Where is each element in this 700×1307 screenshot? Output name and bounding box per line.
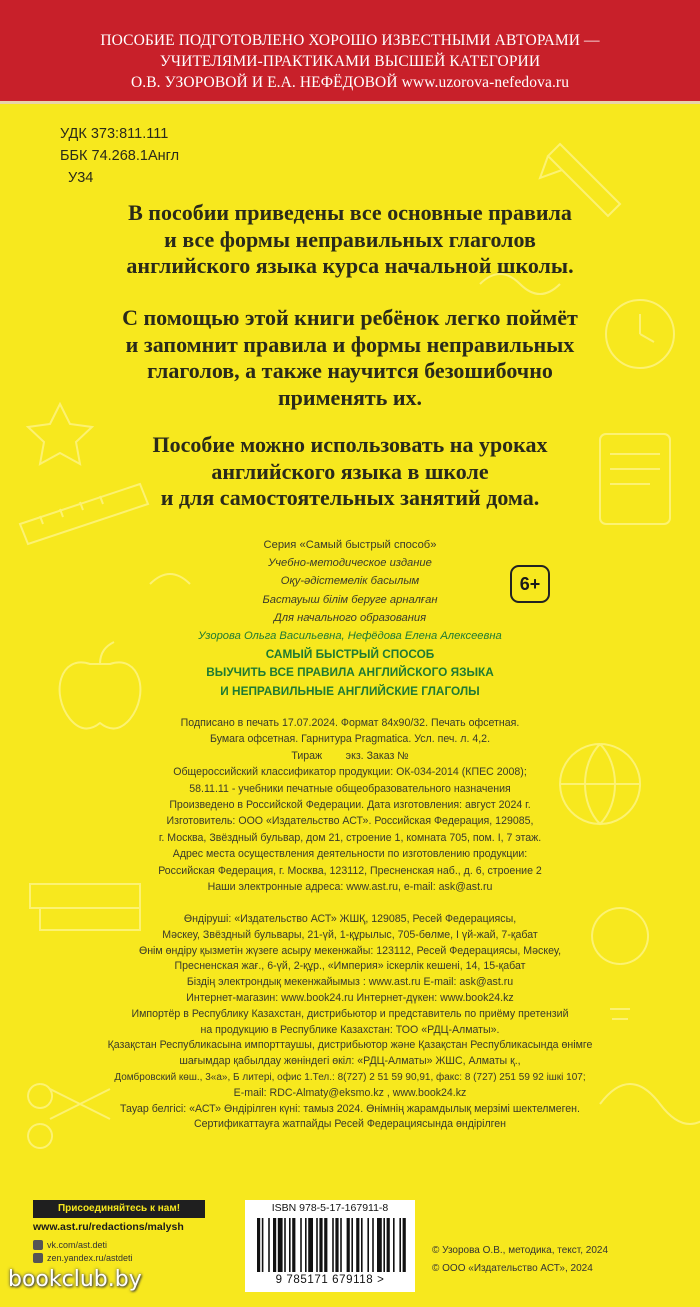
p3-line: и для самостоятельных занятий дома. bbox=[160, 485, 540, 510]
udk-code: УДК 373:811.111 bbox=[60, 126, 169, 142]
book-title-line-1: САМЫЙ БЫСТРЫЙ СПОСОБ bbox=[265, 647, 435, 662]
p2-line: глаголов, а также научится безошибочно bbox=[147, 358, 553, 383]
zen-link[interactable] bbox=[33, 1253, 133, 1263]
imprint-line: Наши электронные адреса: www.ast.ru, e-mail: ask@ast.ru bbox=[207, 881, 493, 894]
isbn: ISBN 978-5-17-167911-8 bbox=[271, 1202, 389, 1214]
imprint-line: 58.11.11 - учебники печатные общеобразовательного назначения bbox=[189, 782, 511, 795]
bbk-code: ББК 74.268.1Англ bbox=[60, 148, 180, 164]
copyright-authors: © Узорова О.В., методика, текст, 2024 bbox=[432, 1245, 609, 1256]
imprint-line: Произведено в Российской Федерации. Дата изготовления: август 2024 г. bbox=[169, 799, 531, 812]
description-paragraph-3 bbox=[40, 432, 660, 512]
p1-line: и все формы неправильных глаголов bbox=[164, 226, 536, 252]
copyright bbox=[432, 1242, 608, 1277]
imprint-line: Адрес места осуществления деятельности по изготовлению продукции: bbox=[172, 848, 528, 861]
age-rating-badge: 6+ bbox=[510, 565, 550, 603]
join-us-label: Присоединяйтесь к нам! bbox=[33, 1200, 205, 1218]
imprint-kz-line: E-mail: RDC-Almaty@eksmo.kz , www.book24.kz bbox=[233, 1086, 467, 1099]
zen-link-text: zen.yandex.ru/astdeti bbox=[47, 1253, 133, 1263]
edition-type: Учебно-методическое издание bbox=[268, 557, 432, 570]
imprint-ru bbox=[95, 715, 605, 895]
copyright-publisher: © ООО «Издательство АСТ», 2024 bbox=[432, 1262, 593, 1274]
ast-kids-link[interactable]: www.ast.ru/redactions/malysh bbox=[33, 1221, 184, 1233]
description-paragraph-1 bbox=[40, 200, 660, 280]
banner-line-3: О.В. УЗОРОВОЙ И Е.А. НЕФЁДОВОЙ www.uzorova-nefedova.ru bbox=[130, 74, 570, 91]
imprint-line: Российская Федерация, г. Москва, 123112, Пресненская наб., д. 6, строение 2 bbox=[158, 864, 542, 877]
vk-link[interactable] bbox=[33, 1240, 107, 1250]
imprint-line: Подписано в печать 17.07.2024. Формат 84х90/32. Печать офсетная. bbox=[180, 717, 520, 729]
description-paragraph-2 bbox=[40, 305, 660, 411]
imprint-kz-line: Сертификаттауға жатпайды Ресей Федерациясында өндірілген bbox=[193, 1118, 507, 1131]
p2-line: применять их. bbox=[277, 384, 423, 410]
vk-icon bbox=[33, 1240, 43, 1250]
barcode-digits: 9 785171 679118 > bbox=[275, 1274, 385, 1286]
kz-level: Бастауыш білім беруге арналған bbox=[262, 593, 438, 606]
series-name: Серия «Самый быстрый способ» bbox=[263, 539, 437, 551]
imprint-kz-line: Біздің электрондық мекенжайымыз : www.ast.ru E-mail: ask@ast.ru bbox=[186, 976, 514, 989]
imprint-kz-line: Өндіруші: «Издательство АСТ» ЖШҚ, 129085, Ресей Федерациясы, bbox=[183, 913, 517, 925]
p2-line: С помощью этой книги ребёнок легко поймёт bbox=[122, 305, 578, 330]
banner-line-2: УЧИТЕЛЯМИ-ПРАКТИКАМИ ВЫСШЕЙ КАТЕГОРИИ bbox=[159, 53, 541, 70]
imprint-line: Общероссийский классификатор продукции: ОК-034-2014 (КПЕС 2008); bbox=[173, 766, 527, 779]
p2-line: и запомнит правила и формы неправильных bbox=[125, 331, 575, 357]
kz-edition-type: Оқу-әдістемелік басылым bbox=[280, 575, 420, 588]
imprint-kz-line: Мәскеу, Звёздный бульвары, 21-үй, 1-құрылыс, 705-бөлме, I үй-жай, 7-қабат bbox=[162, 928, 538, 941]
p1-line: английского языка курса начальной школы. bbox=[126, 253, 574, 278]
book-title-line-2: ВЫУЧИТЬ ВСЕ ПРАВИЛА АНГЛИЙСКОГО ЯЗЫКА bbox=[206, 665, 494, 680]
p3-line: английского языка в школе bbox=[211, 458, 489, 484]
imprint-kz-line: Пресненская жағ., 6-үй, 2-құр., «Империя» іскерлік кешені, 14, 15-қабат bbox=[174, 960, 526, 973]
imprint-kz-line: Өнім өндіру қызметін жүзеге асыру мекенжайы: 123112, Ресей Федерациясы, Мәскеу, bbox=[138, 944, 562, 957]
imprint-kz-line: на продукцию в Республике Казахстан: ТОО «РДЦ-Алматы». bbox=[200, 1023, 500, 1036]
watermark: bookclub.by bbox=[8, 1267, 142, 1292]
p3-line: Пособие можно использовать на уроках bbox=[152, 432, 548, 457]
imprint-kz-line: Тауар белгісі: «АСТ» Өндірілген күні: тамыз 2024. Өнімнің жарамдылық мерзімі шектелмеген. bbox=[120, 1102, 580, 1115]
education-level: Для начального образования bbox=[273, 611, 427, 624]
banner-line-1: ПОСОБИЕ ПОДГОТОВЛЕНО ХОРОШО ИЗВЕСТНЫМИ АВТОРАМИ — bbox=[100, 32, 600, 49]
top-banner bbox=[0, 0, 700, 104]
barcode-block bbox=[245, 1200, 415, 1292]
zen-icon bbox=[33, 1253, 43, 1263]
authors: Узорова Ольга Васильевна, Нефёдова Елена Алексеевна bbox=[198, 630, 502, 643]
vk-link-text: vk.com/ast.deti bbox=[47, 1240, 108, 1250]
book-title-line-3: И НЕПРАВИЛЬНЫЕ АНГЛИЙСКИЕ ГЛАГОЛЫ bbox=[220, 683, 480, 698]
p1-line: В пособии приведены все основные правила bbox=[128, 200, 572, 225]
imprint-kz-line: шағымдар қабылдау жөніндегі өкіл: «РДЦ-Алматы» ЖШС, Алматы қ., bbox=[179, 1055, 521, 1068]
imprint-line: Бумага офсетная. Гарнитура Pragmatica. Усл. печ. л. 4,2. bbox=[209, 733, 491, 746]
imprint-kz bbox=[60, 912, 640, 1133]
imprint-kz-line: Импортёр в Республику Казахстан, дистрибьютор и представитель по приёму претензий bbox=[131, 1007, 569, 1020]
imprint-line: г. Москва, Звёздный бульвар, дом 21, строение 1, комната 705, пом. I, 7 этаж. bbox=[158, 831, 542, 844]
classification-codes bbox=[60, 123, 179, 189]
imprint-kz-line: Интернет-магазин: www.book24.ru Интернет-дүкен: www.book24.kz bbox=[186, 991, 514, 1004]
imprint-kz-line: Домбровский көш., 3«а», Б литері, офис 1.Тел.: 8(727) 2 51 59 90,91, факс: 8 (727) 251 59 92 ішкі 107; bbox=[114, 1071, 586, 1083]
imprint-kz-line: Қазақстан Республикасына импорттаушы, дистрибьютор және Қазақстан Республикасында өнімге bbox=[107, 1039, 593, 1052]
series-info bbox=[90, 536, 610, 700]
author-mark: У34 bbox=[68, 170, 94, 186]
imprint-line: Тираж экз. Заказ № bbox=[291, 749, 409, 762]
imprint-line: Изготовитель: ООО «Издательство АСТ». Российская Федерация, 129085, bbox=[166, 815, 534, 828]
